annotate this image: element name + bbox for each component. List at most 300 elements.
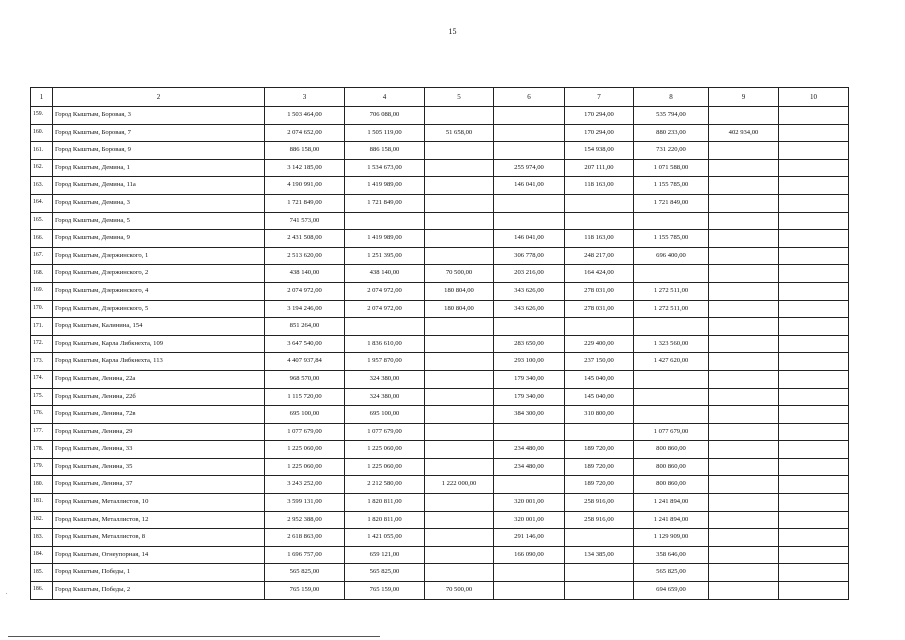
address-cell: Город Кыштым, Дзержинского, 4 bbox=[53, 282, 265, 300]
amount-cell-col10 bbox=[779, 142, 849, 160]
amount-cell-col4: 765 159,00 bbox=[345, 582, 425, 600]
amount-cell-col3: 1 225 060,00 bbox=[265, 441, 345, 459]
amount-cell-col8: 800 860,00 bbox=[634, 458, 709, 476]
amount-cell-col8: 1 155 785,00 bbox=[634, 230, 709, 248]
amount-cell-col5 bbox=[425, 230, 494, 248]
amount-cell-col4: 695 100,00 bbox=[345, 406, 425, 424]
amount-cell-col5 bbox=[425, 212, 494, 230]
amount-cell-col10 bbox=[779, 423, 849, 441]
amount-cell-col6 bbox=[494, 318, 565, 336]
amount-cell-col6: 343 626,00 bbox=[494, 282, 565, 300]
amount-cell-col4: 324 380,00 bbox=[345, 370, 425, 388]
amount-cell-col7: 189 720,00 bbox=[565, 441, 634, 459]
amount-cell-col8: 358 646,00 bbox=[634, 546, 709, 564]
amount-cell-col6: 293 100,00 bbox=[494, 353, 565, 371]
amount-cell-col6 bbox=[494, 124, 565, 142]
row-number-cell: 163. bbox=[31, 177, 53, 195]
row-number-cell: 161. bbox=[31, 142, 53, 160]
amount-cell-col3: 2 431 508,00 bbox=[265, 230, 345, 248]
table-row bbox=[31, 107, 849, 125]
amount-cell-col8: 694 659,00 bbox=[634, 582, 709, 600]
address-cell: Город Кыштым, Ленина, 22б bbox=[53, 388, 265, 406]
amount-cell-col6: 320 001,00 bbox=[494, 494, 565, 512]
amount-cell-col8: 1 241 894,00 bbox=[634, 511, 709, 529]
table-row bbox=[31, 423, 849, 441]
amount-cell-col10 bbox=[779, 124, 849, 142]
amount-cell-col7: 278 031,00 bbox=[565, 300, 634, 318]
amount-cell-col9 bbox=[709, 107, 779, 125]
amount-cell-col7 bbox=[565, 194, 634, 212]
amount-cell-col4: 1 505 119,00 bbox=[345, 124, 425, 142]
amount-cell-col7 bbox=[565, 318, 634, 336]
amount-cell-col7: 229 400,00 bbox=[565, 335, 634, 353]
amount-cell-col7 bbox=[565, 564, 634, 582]
amount-cell-col9 bbox=[709, 494, 779, 512]
amount-cell-col8: 800 860,00 bbox=[634, 441, 709, 459]
amount-cell-col9 bbox=[709, 511, 779, 529]
amount-cell-col6 bbox=[494, 142, 565, 160]
amount-cell-col9 bbox=[709, 388, 779, 406]
amount-cell-col3: 3 647 540,00 bbox=[265, 335, 345, 353]
amount-cell-col4: 324 380,00 bbox=[345, 388, 425, 406]
amount-cell-col10 bbox=[779, 406, 849, 424]
address-cell: Город Кыштым, Дзержинского, 2 bbox=[53, 265, 265, 283]
amount-cell-col4: 706 088,00 bbox=[345, 107, 425, 125]
amount-cell-col8: 1 272 511,00 bbox=[634, 300, 709, 318]
row-number-cell: 178. bbox=[31, 441, 53, 459]
address-cell: Город Кыштым, Боровая, 9 bbox=[53, 142, 265, 160]
amount-cell-col4: 2 074 972,00 bbox=[345, 300, 425, 318]
amount-cell-col4: 1 251 395,00 bbox=[345, 247, 425, 265]
amount-cell-col6 bbox=[494, 107, 565, 125]
row-number-cell: 170. bbox=[31, 300, 53, 318]
amount-cell-col3: 695 100,00 bbox=[265, 406, 345, 424]
amount-cell-col8: 731 220,00 bbox=[634, 142, 709, 160]
table-row bbox=[31, 441, 849, 459]
table-header-row bbox=[31, 88, 849, 107]
amount-cell-col6: 234 480,00 bbox=[494, 441, 565, 459]
table-body bbox=[31, 107, 849, 600]
amount-cell-col10 bbox=[779, 476, 849, 494]
table-row bbox=[31, 230, 849, 248]
amount-cell-col3: 438 140,00 bbox=[265, 265, 345, 283]
table-row bbox=[31, 511, 849, 529]
amount-cell-col6: 343 626,00 bbox=[494, 300, 565, 318]
amount-cell-col10 bbox=[779, 300, 849, 318]
amount-cell-col7: 189 720,00 bbox=[565, 476, 634, 494]
footer-divider bbox=[8, 636, 380, 637]
row-number-cell: 169. bbox=[31, 282, 53, 300]
amount-cell-col6: 146 041,00 bbox=[494, 177, 565, 195]
address-cell: Город Кыштым, Огнеупорная, 14 bbox=[53, 546, 265, 564]
amount-cell-col10 bbox=[779, 318, 849, 336]
amount-cell-col7 bbox=[565, 212, 634, 230]
amount-cell-col4: 1 419 989,00 bbox=[345, 230, 425, 248]
amount-cell-col8 bbox=[634, 370, 709, 388]
amount-cell-col9 bbox=[709, 159, 779, 177]
amount-cell-col10 bbox=[779, 511, 849, 529]
amount-cell-col6: 234 480,00 bbox=[494, 458, 565, 476]
address-cell: Город Кыштым, Демина, 9 bbox=[53, 230, 265, 248]
amount-cell-col3: 1 696 757,00 bbox=[265, 546, 345, 564]
amount-cell-col3: 3 142 185,00 bbox=[265, 159, 345, 177]
amount-cell-col9 bbox=[709, 458, 779, 476]
table-row bbox=[31, 142, 849, 160]
amount-cell-col4: 2 212 580,00 bbox=[345, 476, 425, 494]
amount-cell-col9 bbox=[709, 247, 779, 265]
amount-cell-col3: 3 243 252,00 bbox=[265, 476, 345, 494]
amount-cell-col4: 1 419 989,00 bbox=[345, 177, 425, 195]
amount-cell-col10 bbox=[779, 564, 849, 582]
row-number-cell: 182. bbox=[31, 511, 53, 529]
amount-cell-col8 bbox=[634, 406, 709, 424]
amount-cell-col6: 179 340,00 bbox=[494, 370, 565, 388]
amount-cell-col6 bbox=[494, 582, 565, 600]
amount-cell-col10 bbox=[779, 529, 849, 547]
address-cell: Город Кыштым, Победы, 2 bbox=[53, 582, 265, 600]
row-number-cell: 183. bbox=[31, 529, 53, 547]
row-number-cell: 173. bbox=[31, 353, 53, 371]
amount-cell-col5 bbox=[425, 159, 494, 177]
amount-cell-col3: 1 225 060,00 bbox=[265, 458, 345, 476]
amount-cell-col9 bbox=[709, 423, 779, 441]
table-row bbox=[31, 370, 849, 388]
amount-cell-col8: 535 794,00 bbox=[634, 107, 709, 125]
amount-cell-col5: 70 500,00 bbox=[425, 582, 494, 600]
amount-cell-col8 bbox=[634, 388, 709, 406]
amount-cell-col9 bbox=[709, 265, 779, 283]
register-table bbox=[30, 87, 849, 600]
table-row bbox=[31, 194, 849, 212]
amount-cell-col7: 145 040,00 bbox=[565, 388, 634, 406]
table-row bbox=[31, 529, 849, 547]
address-cell: Город Кыштым, Ленина, 72в bbox=[53, 406, 265, 424]
row-number-cell: 184. bbox=[31, 546, 53, 564]
amount-cell-col8: 1 323 560,00 bbox=[634, 335, 709, 353]
amount-cell-col4: 1 820 811,00 bbox=[345, 511, 425, 529]
amount-cell-col4: 565 825,00 bbox=[345, 564, 425, 582]
amount-cell-col7: 189 720,00 bbox=[565, 458, 634, 476]
amount-cell-col9 bbox=[709, 353, 779, 371]
amount-cell-col10 bbox=[779, 265, 849, 283]
table-row bbox=[31, 159, 849, 177]
amount-cell-col6 bbox=[494, 212, 565, 230]
amount-cell-col4: 1 957 870,00 bbox=[345, 353, 425, 371]
amount-cell-col10 bbox=[779, 494, 849, 512]
row-number-cell: 159. bbox=[31, 107, 53, 125]
amount-cell-col3: 4 407 937,84 bbox=[265, 353, 345, 371]
amount-cell-col5 bbox=[425, 107, 494, 125]
table-row bbox=[31, 476, 849, 494]
amount-cell-col9 bbox=[709, 476, 779, 494]
amount-cell-col10 bbox=[779, 441, 849, 459]
amount-cell-col8: 800 860,00 bbox=[634, 476, 709, 494]
page-number: 15 bbox=[448, 27, 457, 36]
amount-cell-col8: 1 721 849,00 bbox=[634, 194, 709, 212]
amount-cell-col9 bbox=[709, 370, 779, 388]
amount-cell-col6: 291 146,00 bbox=[494, 529, 565, 547]
amount-cell-col9 bbox=[709, 564, 779, 582]
amount-cell-col7: 258 916,00 bbox=[565, 494, 634, 512]
amount-cell-col3: 2 074 652,00 bbox=[265, 124, 345, 142]
column-header-3: 3 bbox=[265, 88, 345, 107]
amount-cell-col6 bbox=[494, 194, 565, 212]
amount-cell-col5: 51 658,00 bbox=[425, 124, 494, 142]
amount-cell-col9 bbox=[709, 441, 779, 459]
amount-cell-col5 bbox=[425, 564, 494, 582]
amount-cell-col9 bbox=[709, 406, 779, 424]
amount-cell-col6: 166 090,00 bbox=[494, 546, 565, 564]
row-number-cell: 172. bbox=[31, 335, 53, 353]
amount-cell-col5: 1 222 000,00 bbox=[425, 476, 494, 494]
address-cell: Город Кыштым, Демина, 3 bbox=[53, 194, 265, 212]
amount-cell-col5 bbox=[425, 406, 494, 424]
amount-cell-col10 bbox=[779, 212, 849, 230]
amount-cell-col6: 203 216,00 bbox=[494, 265, 565, 283]
row-number-cell: 180. bbox=[31, 476, 53, 494]
table-row bbox=[31, 282, 849, 300]
amount-cell-col8 bbox=[634, 318, 709, 336]
amount-cell-col7: 118 163,00 bbox=[565, 177, 634, 195]
row-number-cell: 162. bbox=[31, 159, 53, 177]
address-cell: Город Кыштым, Демина, 11а bbox=[53, 177, 265, 195]
amount-cell-col4: 886 158,00 bbox=[345, 142, 425, 160]
amount-cell-col10 bbox=[779, 107, 849, 125]
amount-cell-col10 bbox=[779, 388, 849, 406]
amount-cell-col4: 1 077 679,00 bbox=[345, 423, 425, 441]
amount-cell-col5 bbox=[425, 546, 494, 564]
amount-cell-col7: 278 031,00 bbox=[565, 282, 634, 300]
amount-cell-col7: 170 294,00 bbox=[565, 124, 634, 142]
amount-cell-col4: 438 140,00 bbox=[345, 265, 425, 283]
amount-cell-col3: 3 599 131,00 bbox=[265, 494, 345, 512]
amount-cell-col4: 1 820 811,00 bbox=[345, 494, 425, 512]
address-cell: Город Кыштым, Ленина, 37 bbox=[53, 476, 265, 494]
address-cell: Город Кыштым, Ленина, 29 bbox=[53, 423, 265, 441]
amount-cell-col7: 170 294,00 bbox=[565, 107, 634, 125]
column-header-5: 5 bbox=[425, 88, 494, 107]
amount-cell-col3: 765 159,00 bbox=[265, 582, 345, 600]
amount-cell-col9 bbox=[709, 546, 779, 564]
amount-cell-col8 bbox=[634, 212, 709, 230]
amount-cell-col6: 306 778,00 bbox=[494, 247, 565, 265]
amount-cell-col9 bbox=[709, 529, 779, 547]
table-row bbox=[31, 335, 849, 353]
amount-cell-col4 bbox=[345, 318, 425, 336]
amount-cell-col8: 1 272 511,00 bbox=[634, 282, 709, 300]
amount-cell-col6 bbox=[494, 423, 565, 441]
row-number-cell: 185. bbox=[31, 564, 53, 582]
amount-cell-col9 bbox=[709, 282, 779, 300]
row-number-cell: 176. bbox=[31, 406, 53, 424]
amount-cell-col3: 1 721 849,00 bbox=[265, 194, 345, 212]
amount-cell-col10 bbox=[779, 582, 849, 600]
amount-cell-col8: 1 129 909,00 bbox=[634, 529, 709, 547]
amount-cell-col3: 886 158,00 bbox=[265, 142, 345, 160]
amount-cell-col4: 1 225 060,00 bbox=[345, 458, 425, 476]
amount-cell-col8: 565 825,00 bbox=[634, 564, 709, 582]
amount-cell-col8: 1 155 785,00 bbox=[634, 177, 709, 195]
amount-cell-col8: 1 427 620,00 bbox=[634, 353, 709, 371]
amount-cell-col7: 164 424,00 bbox=[565, 265, 634, 283]
amount-cell-col6: 146 041,00 bbox=[494, 230, 565, 248]
column-header-2: 2 bbox=[53, 88, 265, 107]
amount-cell-col7: 134 385,00 bbox=[565, 546, 634, 564]
amount-cell-col5 bbox=[425, 370, 494, 388]
amount-cell-col5 bbox=[425, 529, 494, 547]
column-header-7: 7 bbox=[565, 88, 634, 107]
amount-cell-col6: 179 340,00 bbox=[494, 388, 565, 406]
amount-cell-col4 bbox=[345, 212, 425, 230]
amount-cell-col7: 118 163,00 bbox=[565, 230, 634, 248]
amount-cell-col5 bbox=[425, 458, 494, 476]
amount-cell-col8: 880 233,00 bbox=[634, 124, 709, 142]
column-header-10: 10 bbox=[779, 88, 849, 107]
amount-cell-col5 bbox=[425, 335, 494, 353]
amount-cell-col5 bbox=[425, 494, 494, 512]
column-header-1: 1 bbox=[31, 88, 53, 107]
table-row bbox=[31, 564, 849, 582]
row-number-cell: 164. bbox=[31, 194, 53, 212]
amount-cell-col3: 2 952 388,00 bbox=[265, 511, 345, 529]
address-cell: Город Кыштым, Дзержинского, 5 bbox=[53, 300, 265, 318]
amount-cell-col10 bbox=[779, 159, 849, 177]
amount-cell-col7: 145 040,00 bbox=[565, 370, 634, 388]
amount-cell-col6: 320 001,00 bbox=[494, 511, 565, 529]
address-cell: Город Кыштым, Карла Либкнехта, 113 bbox=[53, 353, 265, 371]
address-cell: Город Кыштым, Калинина, 154 bbox=[53, 318, 265, 336]
amount-cell-col5 bbox=[425, 194, 494, 212]
table-row bbox=[31, 388, 849, 406]
table-row bbox=[31, 406, 849, 424]
amount-cell-col9 bbox=[709, 194, 779, 212]
amount-cell-col5 bbox=[425, 177, 494, 195]
row-number-cell: 160. bbox=[31, 124, 53, 142]
amount-cell-col10 bbox=[779, 458, 849, 476]
amount-cell-col3: 741 573,00 bbox=[265, 212, 345, 230]
column-header-4: 4 bbox=[345, 88, 425, 107]
amount-cell-col9 bbox=[709, 177, 779, 195]
amount-cell-col3: 2 513 620,00 bbox=[265, 247, 345, 265]
amount-cell-col7: 258 916,00 bbox=[565, 511, 634, 529]
amount-cell-col10 bbox=[779, 370, 849, 388]
table-row bbox=[31, 582, 849, 600]
amount-cell-col7 bbox=[565, 529, 634, 547]
table-row bbox=[31, 300, 849, 318]
amount-cell-col6 bbox=[494, 564, 565, 582]
amount-cell-col7: 310 800,00 bbox=[565, 406, 634, 424]
row-number-cell: 165. bbox=[31, 212, 53, 230]
address-cell: Город Кыштым, Демина, 1 bbox=[53, 159, 265, 177]
amount-cell-col5 bbox=[425, 353, 494, 371]
amount-cell-col3: 851 264,00 bbox=[265, 318, 345, 336]
row-number-cell: 174. bbox=[31, 370, 53, 388]
amount-cell-col7: 207 111,00 bbox=[565, 159, 634, 177]
amount-cell-col10 bbox=[779, 247, 849, 265]
amount-cell-col6: 384 300,00 bbox=[494, 406, 565, 424]
scan-speck bbox=[6, 593, 7, 594]
amount-cell-col6 bbox=[494, 476, 565, 494]
table-row bbox=[31, 318, 849, 336]
address-cell: Город Кыштым, Ленина, 22а bbox=[53, 370, 265, 388]
amount-cell-col7 bbox=[565, 582, 634, 600]
address-cell: Город Кыштым, Дзержинского, 1 bbox=[53, 247, 265, 265]
table-row bbox=[31, 353, 849, 371]
table-row bbox=[31, 212, 849, 230]
amount-cell-col10 bbox=[779, 177, 849, 195]
amount-cell-col8: 696 400,00 bbox=[634, 247, 709, 265]
amount-cell-col9 bbox=[709, 142, 779, 160]
amount-cell-col7 bbox=[565, 423, 634, 441]
row-number-cell: 168. bbox=[31, 265, 53, 283]
amount-cell-col10 bbox=[779, 230, 849, 248]
column-header-8: 8 bbox=[634, 88, 709, 107]
row-number-cell: 186. bbox=[31, 582, 53, 600]
amount-cell-col5 bbox=[425, 441, 494, 459]
amount-cell-col5: 180 804,00 bbox=[425, 282, 494, 300]
table-row bbox=[31, 177, 849, 195]
amount-cell-col5 bbox=[425, 388, 494, 406]
table-row bbox=[31, 546, 849, 564]
address-cell: Город Кыштым, Демина, 5 bbox=[53, 212, 265, 230]
amount-cell-col10 bbox=[779, 282, 849, 300]
row-number-cell: 181. bbox=[31, 494, 53, 512]
address-cell: Город Кыштым, Боровая, 3 bbox=[53, 107, 265, 125]
amount-cell-col3: 1 077 679,00 bbox=[265, 423, 345, 441]
amount-cell-col7: 248 217,00 bbox=[565, 247, 634, 265]
amount-cell-col8: 1 071 588,00 bbox=[634, 159, 709, 177]
address-cell: Город Кыштым, Металлистов, 8 bbox=[53, 529, 265, 547]
address-cell: Город Кыштым, Победы, 1 bbox=[53, 564, 265, 582]
column-header-9: 9 bbox=[709, 88, 779, 107]
amount-cell-col3: 2 074 972,00 bbox=[265, 282, 345, 300]
row-number-cell: 167. bbox=[31, 247, 53, 265]
amount-cell-col8: 1 077 679,00 bbox=[634, 423, 709, 441]
amount-cell-col4: 1 421 055,00 bbox=[345, 529, 425, 547]
amount-cell-col5 bbox=[425, 318, 494, 336]
amount-cell-col10 bbox=[779, 546, 849, 564]
address-cell: Город Кыштым, Ленина, 35 bbox=[53, 458, 265, 476]
amount-cell-col8 bbox=[634, 265, 709, 283]
table-row bbox=[31, 265, 849, 283]
address-cell: Город Кыштым, Карла Либкнехта, 109 bbox=[53, 335, 265, 353]
column-header-6: 6 bbox=[494, 88, 565, 107]
amount-cell-col4: 1 721 849,00 bbox=[345, 194, 425, 212]
amount-cell-col8: 1 241 894,00 bbox=[634, 494, 709, 512]
amount-cell-col3: 968 570,00 bbox=[265, 370, 345, 388]
amount-cell-col5 bbox=[425, 247, 494, 265]
amount-cell-col9 bbox=[709, 582, 779, 600]
amount-cell-col4: 1 225 060,00 bbox=[345, 441, 425, 459]
amount-cell-col5: 70 500,00 bbox=[425, 265, 494, 283]
amount-cell-col4: 1 836 610,00 bbox=[345, 335, 425, 353]
amount-cell-col3: 1 115 720,00 bbox=[265, 388, 345, 406]
row-number-cell: 166. bbox=[31, 230, 53, 248]
amount-cell-col3: 565 825,00 bbox=[265, 564, 345, 582]
amount-cell-col5 bbox=[425, 142, 494, 160]
amount-cell-col6: 283 650,00 bbox=[494, 335, 565, 353]
amount-cell-col7: 154 938,00 bbox=[565, 142, 634, 160]
row-number-cell: 177. bbox=[31, 423, 53, 441]
amount-cell-col4: 1 534 673,00 bbox=[345, 159, 425, 177]
amount-cell-col5 bbox=[425, 423, 494, 441]
table-row bbox=[31, 494, 849, 512]
table-row bbox=[31, 458, 849, 476]
amount-cell-col9 bbox=[709, 300, 779, 318]
amount-cell-col3: 4 190 991,00 bbox=[265, 177, 345, 195]
address-cell: Город Кыштым, Металлистов, 12 bbox=[53, 511, 265, 529]
address-cell: Город Кыштым, Боровая, 7 bbox=[53, 124, 265, 142]
